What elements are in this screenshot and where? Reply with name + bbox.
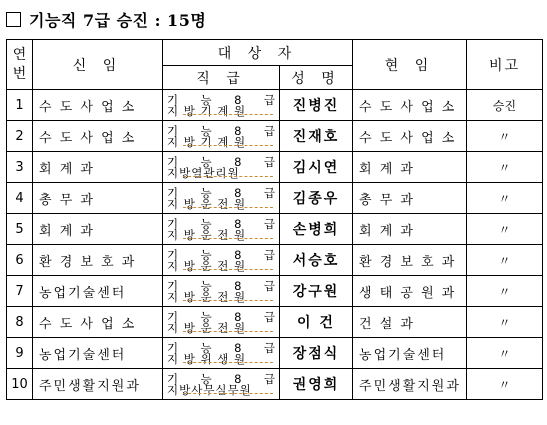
grade-job: 지 방 운 전 원 xyxy=(167,197,247,211)
grade-char: 능 xyxy=(200,310,212,324)
spellcheck-underline xyxy=(183,269,273,270)
spellcheck-underline xyxy=(183,145,273,146)
new-post: 환 경 보 호 과 xyxy=(33,245,163,276)
grade-char: 급 xyxy=(263,341,275,355)
grade-char: 능 xyxy=(200,248,212,262)
grade-job: 지방사무실무원 xyxy=(167,383,252,397)
header-name: 성 명 xyxy=(280,66,353,90)
grade-char: 급 xyxy=(263,186,275,200)
grade-char: 급 xyxy=(263,372,275,386)
grade-char: 8 xyxy=(234,248,242,262)
new-post: 수 도 사 업 소 xyxy=(33,121,163,152)
row-number: 5 xyxy=(7,214,33,245)
grade-char: 8 xyxy=(234,279,242,293)
new-post: 수 도 사 업 소 xyxy=(33,90,163,121)
row-number: 10 xyxy=(7,369,33,400)
grade-char: 8 xyxy=(234,217,242,231)
row-number: 6 xyxy=(7,245,33,276)
note: 〃 xyxy=(467,338,543,369)
grade-char: 급 xyxy=(263,310,275,324)
current-post: 주민생활지원과 xyxy=(353,369,467,400)
grade-char: 기 xyxy=(167,217,179,231)
new-post: 농업기술센터 xyxy=(33,338,163,369)
grade-cell xyxy=(163,121,280,152)
note: 〃 xyxy=(467,369,543,400)
section-title xyxy=(6,6,206,32)
grade-job: 지 방 운 전 원 xyxy=(167,259,247,273)
table-row xyxy=(7,307,543,338)
table-row xyxy=(7,121,543,152)
table-row xyxy=(7,245,543,276)
grade-char: 능 xyxy=(200,372,212,386)
grade-char: 급 xyxy=(263,124,275,138)
grade-char: 기 xyxy=(167,124,179,138)
spellcheck-underline xyxy=(183,176,273,177)
grade-char: 8 xyxy=(234,341,242,355)
spellcheck-underline xyxy=(183,207,273,208)
grade-job: 지방열관리원 xyxy=(167,166,240,180)
grade-char: 기 xyxy=(167,279,179,293)
person-name: 김시연 xyxy=(280,152,353,183)
header-no: 연 번 xyxy=(7,40,33,90)
row-number: 4 xyxy=(7,183,33,214)
table-row xyxy=(7,90,543,121)
current-post: 환 경 보 호 과 xyxy=(353,245,467,276)
spellcheck-underline xyxy=(183,331,273,332)
table-row xyxy=(7,214,543,245)
spellcheck-underline xyxy=(183,300,273,301)
grade-cell xyxy=(163,152,280,183)
grade-job: 지 방 위 생 원 xyxy=(167,352,247,366)
spellcheck-underline xyxy=(183,114,273,115)
grade-char: 8 xyxy=(234,93,242,107)
grade-char: 급 xyxy=(263,279,275,293)
grade-cell xyxy=(163,369,280,400)
table-row xyxy=(7,276,543,307)
current-post: 회 계 과 xyxy=(353,152,467,183)
grade-char: 기 xyxy=(167,93,179,107)
spellcheck-underline xyxy=(183,393,273,394)
grade-cell xyxy=(163,245,280,276)
grade-job: 지 방 운 전 원 xyxy=(167,321,247,335)
grade-char: 능 xyxy=(200,186,212,200)
new-post: 회 계 과 xyxy=(33,152,163,183)
row-number: 9 xyxy=(7,338,33,369)
grade-char: 능 xyxy=(200,279,212,293)
current-post: 건 설 과 xyxy=(353,307,467,338)
new-post: 농업기술센터 xyxy=(33,276,163,307)
person-name: 서승호 xyxy=(280,245,353,276)
header-note: 비고 xyxy=(467,40,543,90)
current-post: 생 태 공 원 과 xyxy=(353,276,467,307)
grade-char: 기 xyxy=(167,186,179,200)
person-name: 강구원 xyxy=(280,276,353,307)
new-post: 수 도 사 업 소 xyxy=(33,307,163,338)
table-row xyxy=(7,183,543,214)
grade-cell xyxy=(163,338,280,369)
header-new-post: 신 임 xyxy=(33,40,163,90)
current-post: 총 무 과 xyxy=(353,183,467,214)
current-post: 수 도 사 업 소 xyxy=(353,90,467,121)
current-post: 회 계 과 xyxy=(353,214,467,245)
title-text: 기능직 7급 승진 : 15명 xyxy=(29,10,207,30)
table-row xyxy=(7,152,543,183)
note: 〃 xyxy=(467,245,543,276)
current-post: 수 도 사 업 소 xyxy=(353,121,467,152)
checkbox-icon xyxy=(6,12,21,27)
note: 〃 xyxy=(467,121,543,152)
grade-char: 기 xyxy=(167,341,179,355)
person-name: 김종우 xyxy=(280,183,353,214)
grade-cell xyxy=(163,276,280,307)
grade-char: 8 xyxy=(234,155,242,169)
note: 〃 xyxy=(467,214,543,245)
grade-job: 지 방 운 전 원 xyxy=(167,290,247,304)
note: 〃 xyxy=(467,307,543,338)
grade-char: 기 xyxy=(167,372,179,386)
person-name: 권영희 xyxy=(280,369,353,400)
grade-job: 지 방 운 전 원 xyxy=(167,228,247,242)
grade-char: 8 xyxy=(234,124,242,138)
grade-char: 8 xyxy=(234,372,242,386)
row-number: 8 xyxy=(7,307,33,338)
grade-char: 8 xyxy=(234,186,242,200)
header-target: 대 상 자 xyxy=(163,40,353,66)
grade-char: 기 xyxy=(167,310,179,324)
current-post: 농업기술센터 xyxy=(353,338,467,369)
note: 〃 xyxy=(467,152,543,183)
row-number: 1 xyxy=(7,90,33,121)
spellcheck-underline xyxy=(183,238,273,239)
grade-char: 능 xyxy=(200,124,212,138)
grade-char: 급 xyxy=(263,248,275,262)
grade-cell xyxy=(163,90,280,121)
person-name: 손병희 xyxy=(280,214,353,245)
table-row xyxy=(7,369,543,400)
spellcheck-underline xyxy=(183,362,273,363)
new-post: 회 계 과 xyxy=(33,214,163,245)
grade-cell xyxy=(163,214,280,245)
grade-char: 기 xyxy=(167,155,179,169)
grade-cell xyxy=(163,183,280,214)
promotion-table xyxy=(6,39,543,400)
grade-char: 능 xyxy=(200,155,212,169)
grade-char: 능 xyxy=(200,341,212,355)
row-number: 2 xyxy=(7,121,33,152)
grade-job: 지 방 기 계 원 xyxy=(167,104,247,118)
grade-cell xyxy=(163,307,280,338)
header-grade: 직 급 xyxy=(163,66,280,90)
grade-char: 능 xyxy=(200,93,212,107)
person-name: 진병진 xyxy=(280,90,353,121)
row-number: 7 xyxy=(7,276,33,307)
grade-char: 급 xyxy=(263,155,275,169)
note: 승진 xyxy=(467,90,543,121)
grade-char: 8 xyxy=(234,310,242,324)
grade-char: 급 xyxy=(263,217,275,231)
new-post: 주민생활지원과 xyxy=(33,369,163,400)
grade-job: 지 방 기 계 원 xyxy=(167,135,247,149)
person-name: 장점식 xyxy=(280,338,353,369)
grade-char: 능 xyxy=(200,217,212,231)
note: 〃 xyxy=(467,183,543,214)
new-post: 총 무 과 xyxy=(33,183,163,214)
grade-char: 급 xyxy=(263,93,275,107)
person-name: 이 건 xyxy=(280,307,353,338)
person-name: 진재호 xyxy=(280,121,353,152)
grade-char: 기 xyxy=(167,248,179,262)
row-number: 3 xyxy=(7,152,33,183)
table-row xyxy=(7,338,543,369)
header-current: 현 임 xyxy=(353,40,467,90)
note: 〃 xyxy=(467,276,543,307)
